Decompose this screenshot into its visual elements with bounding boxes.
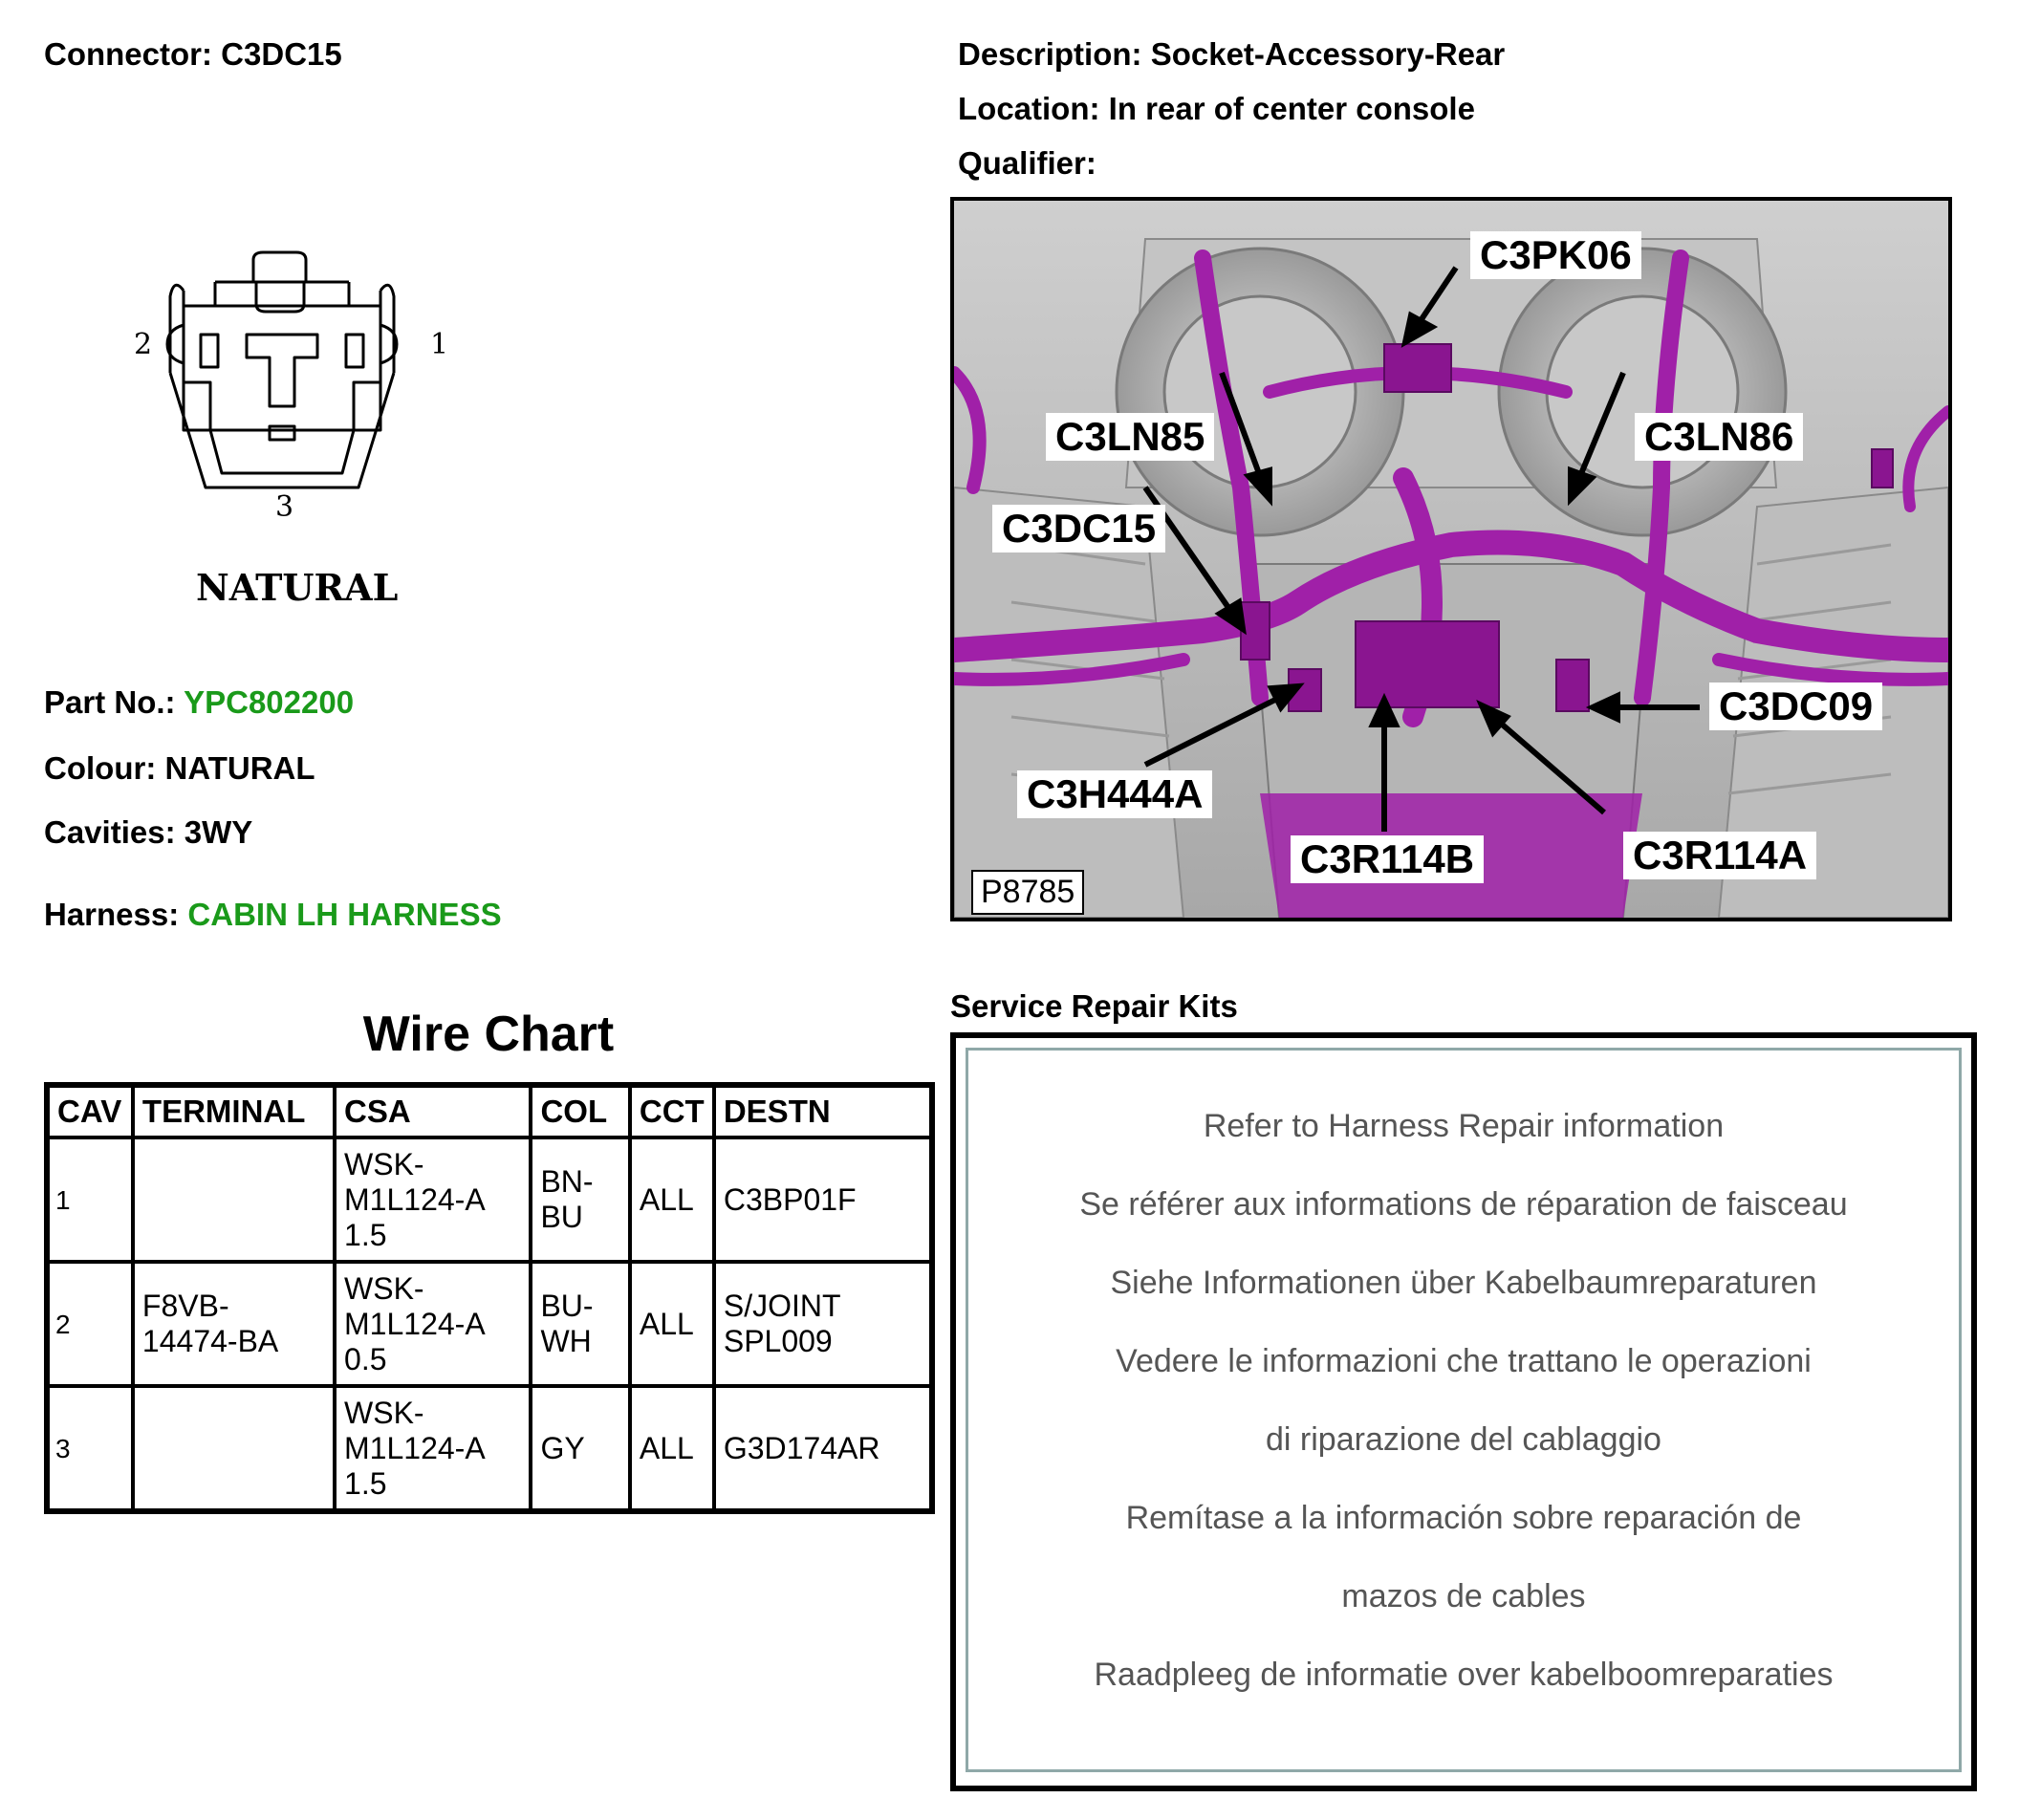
col-line: BU — [540, 1200, 583, 1234]
repair-info-line: mazos de cables — [1341, 1578, 1586, 1614]
location-field — [958, 91, 1475, 127]
harness-link[interactable]: CABIN LH HARNESS — [187, 897, 502, 932]
csa-line: 0.5 — [344, 1341, 387, 1376]
callout-c3dc09: C3DC09 — [1709, 682, 1882, 730]
repair-info-line: Remítase a la información sobre reparación de — [1125, 1500, 1802, 1536]
cav-cell: 1 — [47, 1138, 133, 1262]
csa-line: M1L124-A — [344, 1430, 486, 1465]
csa-line: WSK- — [344, 1146, 424, 1181]
csa-line: M1L124-A — [344, 1306, 486, 1341]
csa-line: M1L124-A — [344, 1181, 486, 1217]
wire-chart-header-row — [47, 1085, 932, 1138]
terminal-line: F8VB- — [141, 1289, 229, 1323]
table-row — [47, 1386, 932, 1511]
repair-info-line: di riparazione del cablaggio — [1266, 1421, 1661, 1458]
callout-c3h444a: C3H444A — [1017, 770, 1212, 818]
connector-field — [44, 36, 342, 73]
csa-line: WSK- — [344, 1395, 424, 1430]
part-no-field — [44, 684, 354, 721]
terminal-cell — [133, 1386, 335, 1511]
col-cell — [531, 1262, 629, 1386]
destn-line: G3D174AR — [723, 1430, 880, 1465]
header-terminal: TERMINAL — [133, 1085, 335, 1138]
cavities-field — [44, 814, 252, 851]
connector-location-image — [950, 197, 1952, 921]
csa-cell — [335, 1386, 531, 1511]
col-line: GY — [540, 1430, 585, 1465]
pin-3-label: 3 — [275, 490, 294, 524]
header-csa: CSA — [335, 1085, 531, 1138]
location-value: In rear of center console — [1108, 91, 1475, 126]
repair-info-line: Vedere le informazioni che trattano le operazioni — [1116, 1343, 1812, 1379]
destn-cell — [714, 1138, 932, 1262]
cav-cell: 2 — [47, 1262, 133, 1386]
destn-line: C3BP01F — [723, 1181, 857, 1217]
cct-cell: ALL — [630, 1262, 714, 1386]
colour-value: NATURAL — [164, 750, 315, 786]
table-row — [47, 1262, 932, 1386]
cavities-label: Cavities: — [44, 814, 176, 850]
header-cct: CCT — [630, 1085, 714, 1138]
header-col: COL — [531, 1085, 629, 1138]
description-label: Description: — [958, 36, 1142, 72]
header-cav: CAV — [47, 1085, 133, 1138]
wire-chart-table — [44, 1082, 935, 1514]
connector-colour-caption: NATURAL — [196, 566, 399, 609]
col-cell — [531, 1138, 629, 1262]
cct-cell: ALL — [630, 1386, 714, 1511]
part-no-link[interactable]: YPC802200 — [184, 684, 355, 720]
cavities-value: 3WY — [184, 814, 253, 850]
destn-line: SPL009 — [723, 1324, 833, 1358]
csa-cell — [335, 1138, 531, 1262]
cct-cell: ALL — [630, 1138, 714, 1262]
pin-2-label: 2 — [134, 328, 153, 361]
col-line: WH — [540, 1324, 592, 1358]
service-repair-kits-title: Service Repair Kits — [950, 988, 1238, 1024]
terminal-line: 14474-BA — [141, 1324, 279, 1358]
colour-field — [44, 750, 315, 787]
destn-cell — [714, 1262, 932, 1386]
terminal-cell — [133, 1138, 335, 1262]
csa-cell — [335, 1262, 531, 1386]
destn-line: S/JOINT — [723, 1289, 841, 1323]
qualifier-label: Qualifier: — [958, 145, 1096, 181]
col-cell — [531, 1386, 629, 1511]
service-repair-kits-inner-frame — [966, 1048, 1962, 1772]
repair-info-line: Siehe Informationen über Kabelbaumreparaturen — [1110, 1265, 1817, 1301]
callout-c3r114b: C3R114B — [1291, 835, 1484, 883]
image-reference-label: P8785 — [971, 870, 1084, 915]
callout-c3ln86: C3LN86 — [1635, 413, 1803, 461]
callout-c3r114a: C3R114A — [1623, 832, 1816, 879]
connector-value: C3DC15 — [221, 36, 342, 72]
description-field — [958, 36, 1505, 73]
repair-info-line: Se référer aux informations de réparation de faisceau — [1079, 1186, 1848, 1223]
col-line: BU- — [540, 1289, 594, 1323]
service-repair-kits-box — [950, 1032, 1977, 1791]
connector-label: Connector: — [44, 36, 212, 72]
table-row — [47, 1138, 932, 1262]
harness-label: Harness: — [44, 897, 180, 932]
callout-c3dc15: C3DC15 — [992, 505, 1165, 552]
repair-info-line: Raadpleeg de informatie over kabelboomreparaties — [1094, 1657, 1834, 1693]
callout-c3ln85: C3LN85 — [1046, 413, 1214, 461]
pin-1-label: 1 — [430, 328, 449, 361]
header-destn: DESTN — [714, 1085, 932, 1138]
harness-field — [44, 897, 502, 933]
location-label: Location: — [958, 91, 1100, 126]
terminal-cell — [133, 1262, 335, 1386]
csa-line: 1.5 — [344, 1217, 387, 1252]
qualifier-field — [958, 145, 1096, 182]
callout-c3pk06: C3PK06 — [1470, 231, 1641, 279]
csa-line: WSK- — [344, 1270, 424, 1306]
connector-face-diagram — [115, 239, 478, 621]
cav-cell: 3 — [47, 1386, 133, 1511]
repair-info-line: Refer to Harness Repair information — [1203, 1108, 1725, 1144]
part-no-label: Part No.: — [44, 684, 176, 720]
destn-cell — [714, 1386, 932, 1511]
csa-line: 1.5 — [344, 1465, 387, 1501]
description-value: Socket-Accessory-Rear — [1150, 36, 1506, 72]
col-line: BN- — [540, 1164, 594, 1199]
wire-chart-title: Wire Chart — [362, 1007, 615, 1062]
colour-label: Colour: — [44, 750, 157, 786]
